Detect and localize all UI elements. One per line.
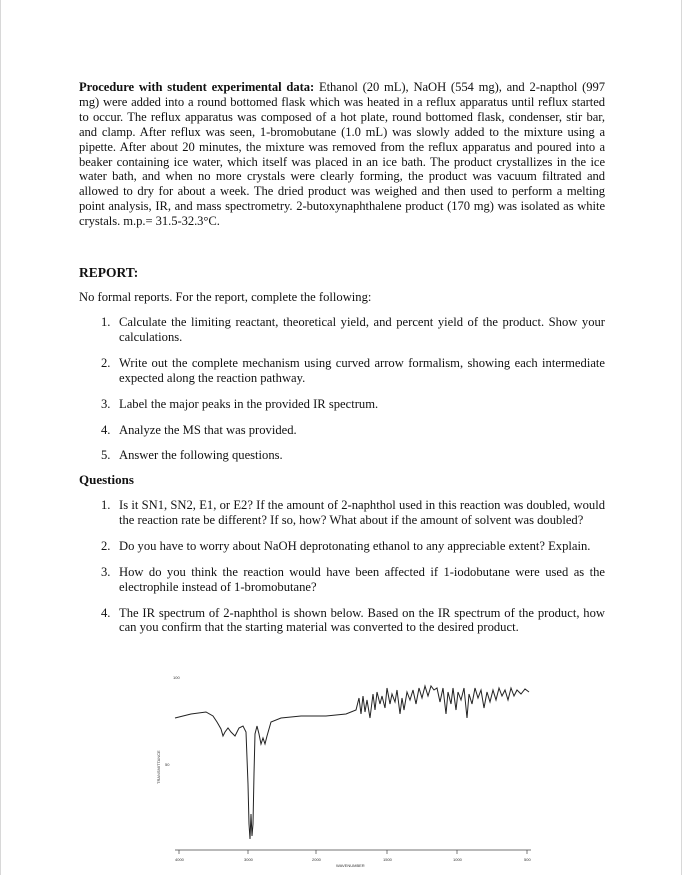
report-item: 4. Analyze the MS that was provided. — [101, 422, 297, 437]
report-item: 1. Calculate the limiting reactant, theoretical yield, and percent yield of the product. Show your calculations. — [101, 315, 605, 344]
ir-spectrum-svg — [151, 674, 551, 874]
report-item: 5. Answer the following questions. — [101, 448, 283, 463]
x-tick-label: 2000 — [312, 857, 321, 862]
spectrum-top-label: 100 — [173, 675, 180, 680]
ir-spectrum-figure — [151, 674, 551, 874]
x-tick-label: 3000 — [244, 857, 253, 862]
report-item: 2. Write out the complete mechanism using curved arrow formalism, showing each intermediate expected along the reaction pathway. — [101, 355, 605, 385]
x-tick-label: 1000 — [453, 857, 462, 862]
questions-list — [79, 498, 605, 646]
procedure-heading: Procedure with student experimental data: — [79, 80, 315, 94]
question-item: 3. How do you think the reaction would have been affected if 1-iodobutane were used as the electrophile instead of 1-bromobutane? — [101, 564, 605, 594]
report-heading: REPORT: — [79, 265, 139, 280]
x-tick-label: 500 — [524, 857, 531, 862]
report-intro: No formal reports. For the report, complete the following: — [79, 290, 372, 304]
x-tick-label: 4000 — [175, 857, 184, 862]
report-item: 3. Label the major peaks in the provided IR spectrum. — [101, 396, 379, 411]
questions-heading: Questions — [79, 472, 134, 487]
question-item: 2. Do you have to worry about NaOH deprotonating ethanol to any appreciable extent? Explain. — [101, 538, 591, 553]
report-list — [79, 315, 605, 474]
procedure-body: Ethanol (20 mL), NaOH (554 mg), and 2-napthol (997 mg) were added into a round bottomed flask which was heated in a reflux apparatus until reflux started to occur. The reflux apparatus was composed of a hot plate, round bottomed flask, condenser, stir bar, and clamp. After reflux was seen, 1-bromobutane (1.0 mL) was slowly added to the mixture using a pipette. After about 20 minutes, the mixture was removed from the reflux apparatus and poured into a beaker containing ice water, which itself was placed in an ice bath. The product crystallizes in the ice water bath, and when no more crystals were clearly forming, the product was vacuum filtrated and allowed to dry for about a week. The dried product was weighed and then used to perform a melting point analysis, IR, and mass spectrometry. 2-butoxynaphthalene product (170 mg) was isolated as white crystals. m.p.= 31.5-32.3°C. — [79, 80, 605, 229]
spectrum-x-ticks — [179, 850, 527, 854]
spectrum-y-label: TRANSMITTANCE — [156, 750, 161, 784]
question-item: 4. The IR spectrum of 2-naphthol is shown below. Based on the IR spectrum of the product, how can you confirm that the starting material was converted to the desired product. — [101, 605, 605, 635]
spectrum-y-tick: 50 — [165, 762, 170, 767]
procedure-paragraph — [79, 80, 605, 229]
spectrum-x-label: WAVENUMBER — [336, 863, 365, 868]
question-item: 1. Is it SN1, SN2, E1, or E2? If the amount of 2-naphthol used in this reaction was doubled, would the reaction rate be different? If so, how? What about if the amount of solvent was doubled? — [101, 498, 605, 527]
x-tick-label: 1500 — [383, 857, 392, 862]
spectrum-trace — [175, 686, 529, 839]
